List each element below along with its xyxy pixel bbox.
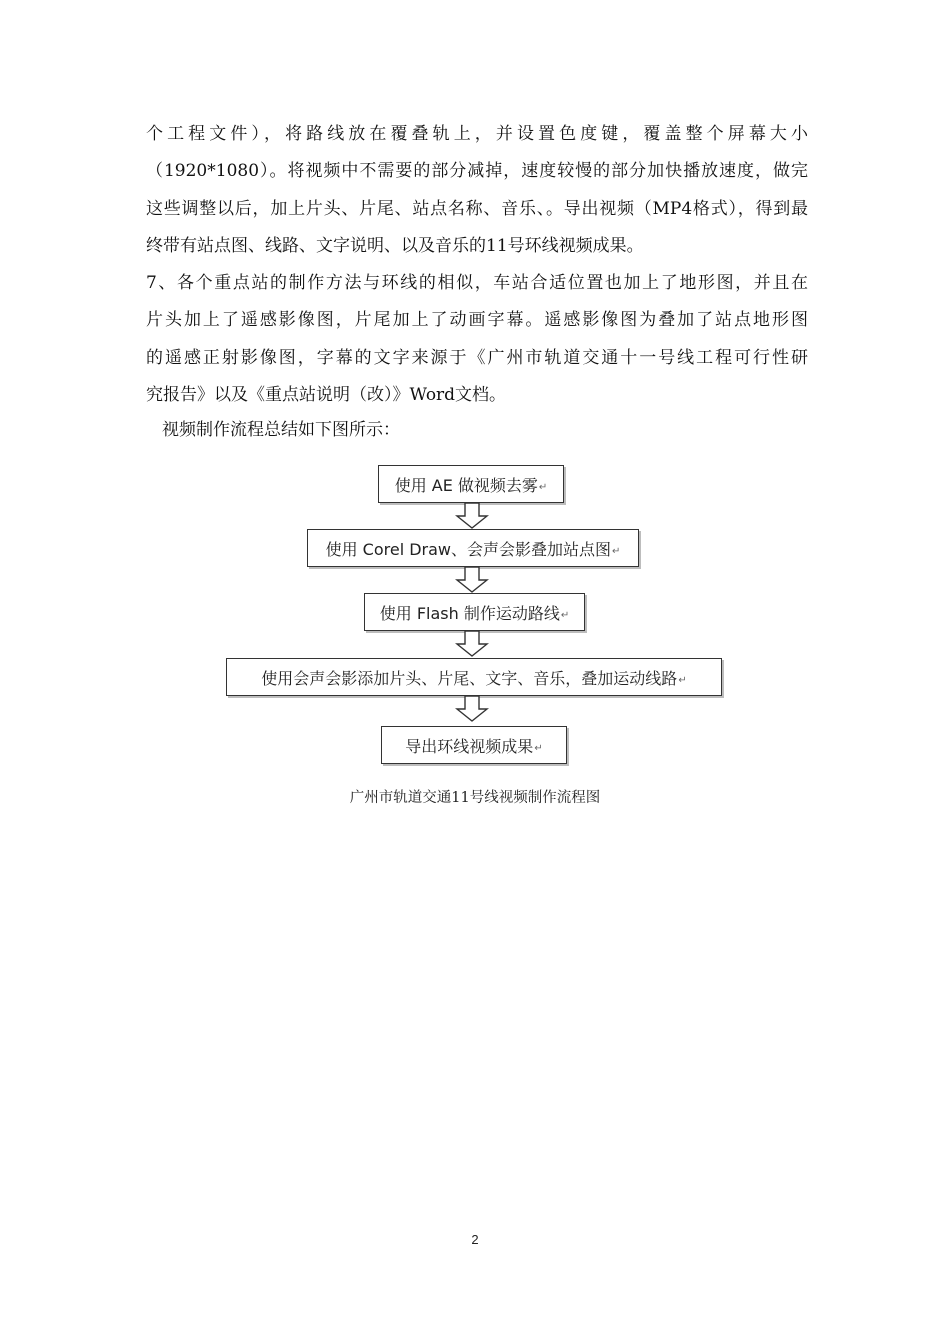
down-arrow-icon <box>455 696 489 722</box>
body-line: 个工程文件），将路线放在覆叠轨上，并设置色度键，覆盖整个屏幕大小 <box>146 124 808 144</box>
return-mark-icon: ↵ <box>678 674 687 686</box>
flow-step-3-label: 使用 Flash 制作运动路线 <box>379 603 560 623</box>
body-line: 究报告》以及《重点站说明（改）》Word文档。 <box>146 385 507 406</box>
return-mark-icon: ↵ <box>534 742 543 754</box>
flow-step-1 <box>378 465 564 503</box>
flow-step-1-label: 使用 AE 做视频去雾 <box>394 475 538 495</box>
body-line: 片头加上了遥感影像图，片尾加上了动画字幕。遥感影像图为叠加了站点地形图 <box>146 310 808 331</box>
flow-step-5-label: 导出环线视频成果 <box>405 736 534 756</box>
return-mark-icon: ↵ <box>612 545 621 557</box>
body-line: 终带有站点图、线路、文字说明、以及音乐的11号环线视频成果。 <box>146 235 644 256</box>
body-text-block-1 <box>146 116 808 414</box>
flowchart-intro: 视频制作流程总结如下图所示： <box>162 420 400 440</box>
flow-step-5 <box>381 726 567 764</box>
body-line: 的遥感正射影像图，字幕的文字来源于《广州市轨道交通十一号线工程可行性研 <box>146 347 808 368</box>
page-number: 2 <box>471 1232 479 1247</box>
figure-caption: 广州市轨道交通11号线视频制作流程图 <box>349 790 601 806</box>
flow-step-2 <box>307 529 639 567</box>
body-line: （1920*1080）。将视频中不需要的部分减掉，速度较慢的部分加快播放速度，做完 <box>146 161 808 182</box>
flow-step-4 <box>226 658 722 696</box>
return-mark-icon: ↵ <box>560 609 570 621</box>
flow-step-3 <box>364 593 585 631</box>
body-line: 这些调整以后，加上片头、片尾、站点名称、音乐、。导出视频（MP4格式），得到最 <box>146 198 808 219</box>
down-arrow-icon <box>455 503 489 529</box>
body-line: 7、各个重点站的制作方法与环线的相似，车站合适位置也加上了地形图，并且在 <box>146 273 808 294</box>
down-arrow-icon <box>455 631 489 657</box>
down-arrow-icon <box>455 567 489 593</box>
return-mark-icon: ↵ <box>538 481 548 493</box>
flow-step-2-label: 使用 Corel Draw、会声会影叠加站点图 <box>325 539 612 559</box>
flow-step-4-label: 使用会声会影添加片头、片尾、文字、音乐，叠加运动线路 <box>261 668 678 688</box>
